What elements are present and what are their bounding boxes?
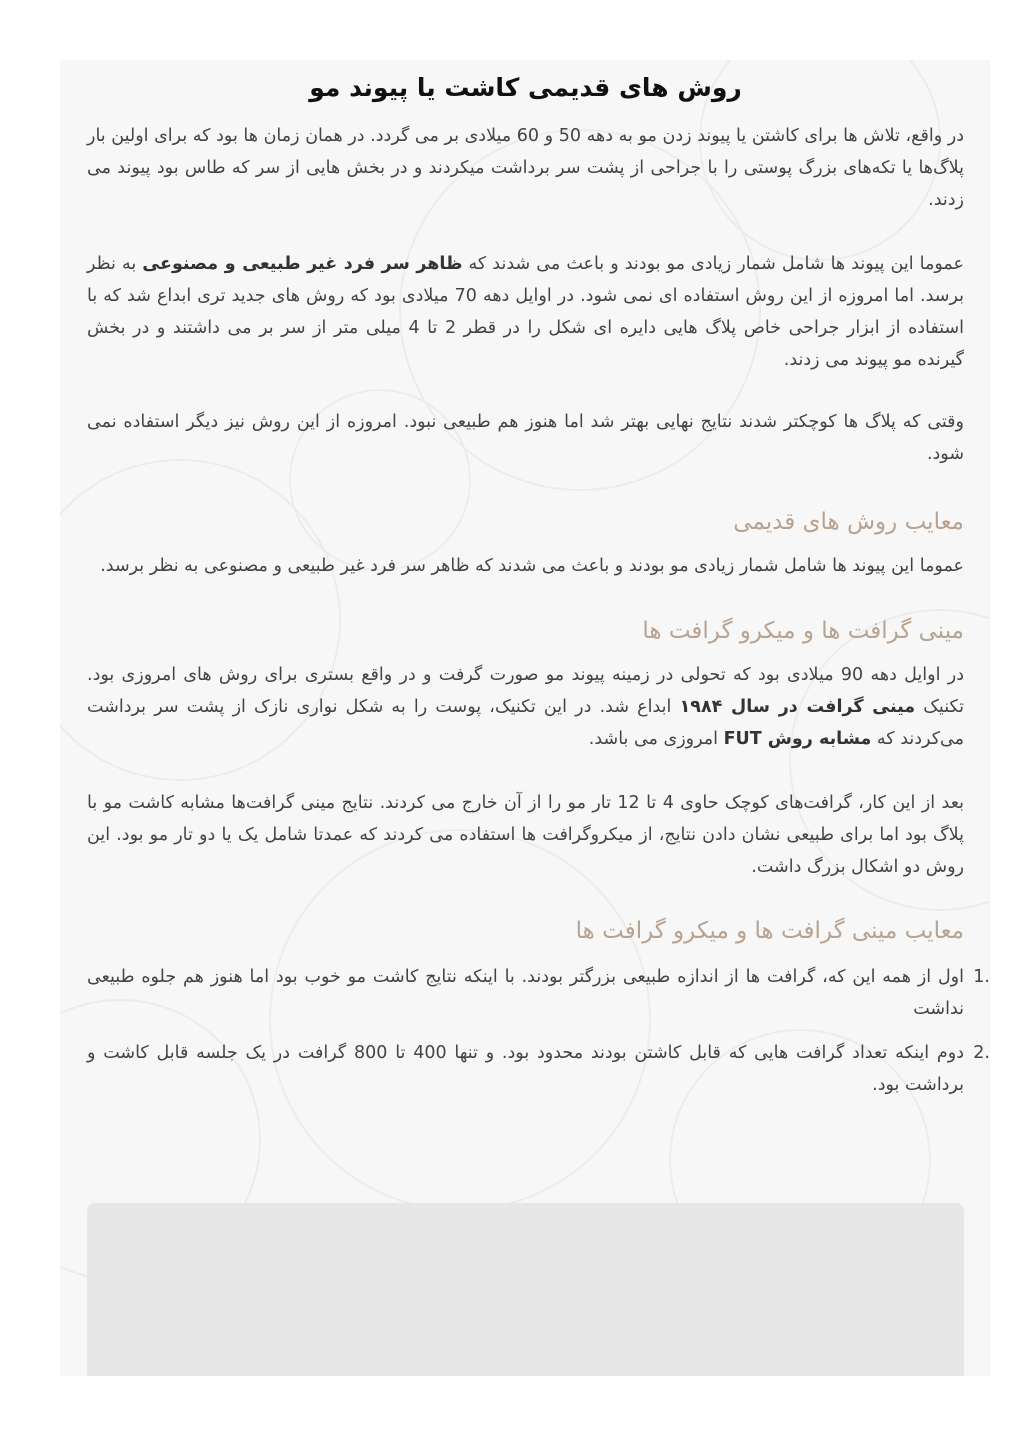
section-heading-grafts-drawbacks: معایب مینی گرافت ها و میکرو گرافت ها [575,918,964,944]
media-placeholder [87,1203,964,1376]
text-span: ابداع شد. در این تکنیک، پوست را به شکل نواری نازک از پشت سر برداشت می‌کردند که [87,697,964,749]
text-span: به نظر برسد. اما امروزه از این روش استفاده ای نمی شود. در اوایل دهه 70 میلادی بود که روش های جدید تری ابداع شد که با استفاده از ابزار جراحی خاص پلاگ هایی دایره ای شکل را در قطر 2 تا 4 میلی متر از سر بر می داشتند و در بخش گیرنده مو پیوند می زدند. [87,254,965,370]
section-1-paragraph: عموما این پیوند ها شامل شمار زیادی مو بودند و باعث می شدند که ظاهر سر فرد غیر طبیعی و مصنوعی به نظر برسد. [100,556,964,576]
list-item-text: اول از همه این که، گرافت ها از اندازه طبیعی بزرگتر بودند. با اینکه نتایج کاشت مو خوب بود اما هنوز هم جلوه طبیعی نداشت [87,967,964,1019]
section-heading-mini-micro-grafts: مینی گرافت ها و میکرو گرافت ها [642,618,964,644]
text-span: عموما این پیوند ها شامل شمار زیادی مو بودند و باعث می شدند که [462,254,964,274]
list-item-number: 2. [973,1043,990,1063]
text-span: در اوایل دهه 90 میلادی بود که تحولی در زمینه پیوند مو صورت گرفت و در واقع بستری برای روش های امروزی بود. تکنیک [87,665,965,717]
article-page [60,60,990,1376]
page-title: روش های قدیمی کاشت یا پیوند مو [309,73,742,102]
section-heading-old-methods-drawbacks: معایب روش های قدیمی [733,509,964,535]
bold-text: ظاهر سر فرد غیر طبیعی و مصنوعی [142,254,463,274]
intro-paragraph-2 [87,248,964,376]
intro-paragraph-3: وقتی که پلاگ ها کوچکتر شدند نتایج نهایی بهتر شد اما هنوز هم طبیعی نبود. امروزه از این روش نیز دیگر استفاده نمی شود. [87,412,964,464]
section-2-paragraph-1 [87,659,964,755]
bold-text: مشابه روش FUT [723,729,872,749]
text-span: امروزی می باشد. [588,729,724,749]
list-item-number: 1. [973,967,990,987]
drawbacks-list [87,961,990,1101]
list-item [87,1037,990,1101]
article-content [87,60,990,1101]
list-item [87,961,990,1025]
intro-paragraph-1: در واقع، تلاش ها برای کاشتن یا پیوند زدن مو به دهه 50 و 60 میلادی بر می گردد. در همان زمان ها بود که برای اولین بار پلاگ‌ها یا تکه‌های بزرگ پوستی را با جراحی از پشت سر برداشت میکردند و در بخش هایی از سر که طاس بود پیوند می زدند. [87,126,964,210]
bold-text: مینی گرافت در سال ۱۹۸۴ [679,697,916,717]
section-2-paragraph-2: بعد از این کار، گرافت‌های کوچک حاوی 4 تا 12 تار مو را از آن خارج می کردند. نتایج مینی گرافت‌ها مشابه کاشت مو با پلاگ بود اما برای طبیعی نشان دادن نتایج، از میکروگرافت ها استفاده می کردند که عمدتا شامل یک یا دو تار مو بود. این روش دو اشکال بزرگ داشت. [87,793,965,877]
list-item-text: دوم اینکه تعداد گرافت هایی که قابل کاشتن بودند محدود بود. و تنها 400 تا 800 گرافت در یک جلسه قابل کاشت و برداشت بود. [87,1043,964,1095]
